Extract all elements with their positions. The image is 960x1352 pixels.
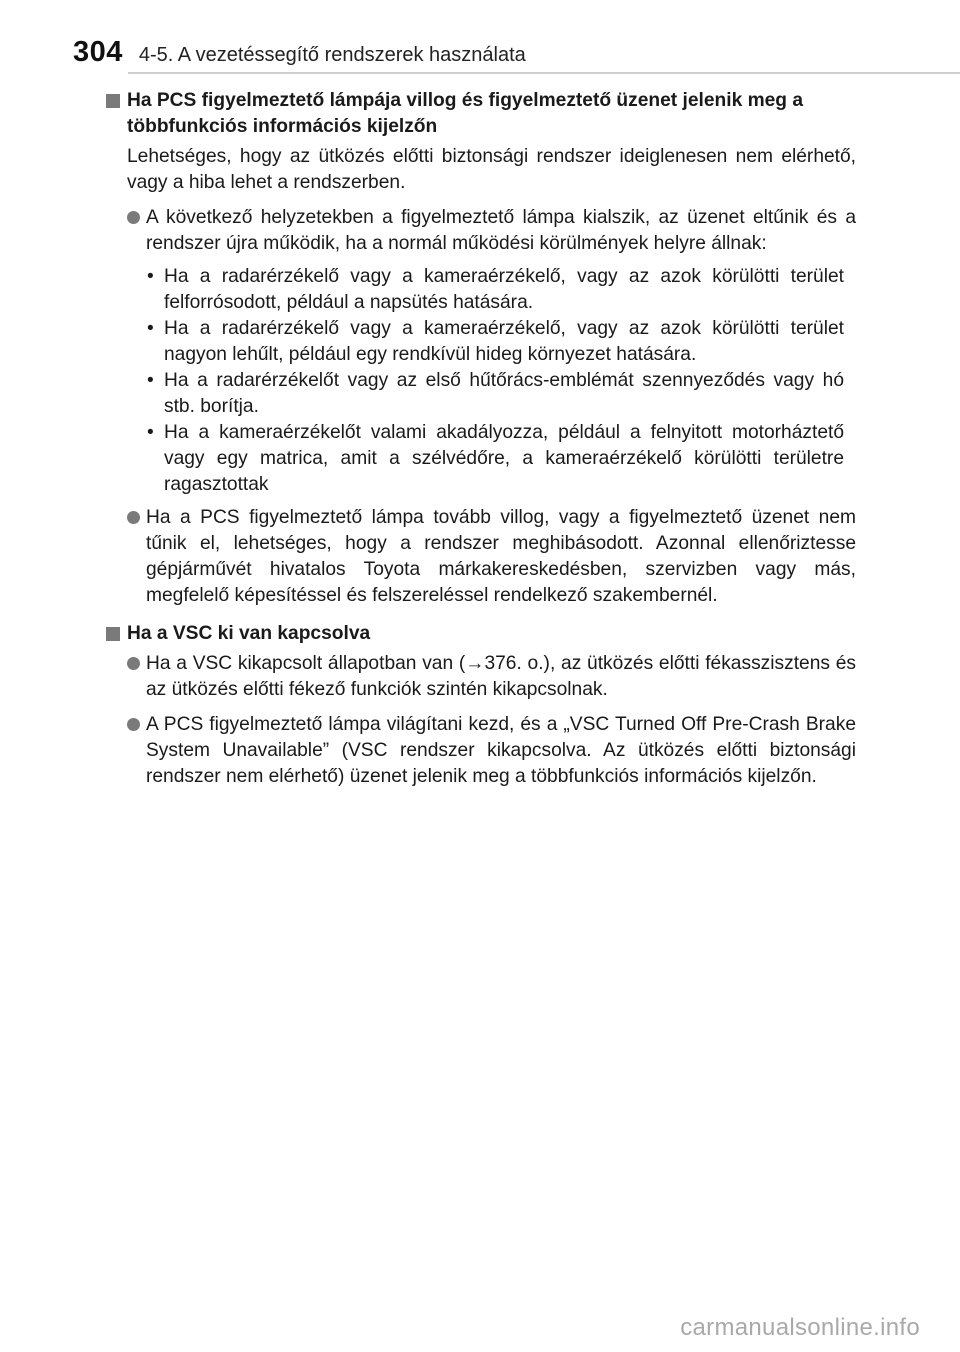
page-number: 304 (73, 36, 123, 68)
sub-list-item (146, 264, 844, 316)
section-heading-text: Ha a VSC ki van kapcsolva (127, 623, 371, 644)
header-divider (128, 72, 960, 74)
list-item-text: A következő helyzetekben a figyelmeztető lámpa kialszik, az üzenet eltűnik és a rendszer újra működik, ha a normál működési körülmények helyre állnak: (146, 207, 856, 254)
bullet-icon: • (147, 422, 154, 443)
section-heading-vsc-off (106, 621, 856, 647)
square-bullet-icon (106, 627, 120, 641)
square-bullet-icon (106, 94, 120, 108)
dot-bullet-icon (127, 718, 140, 731)
sub-list-item-text: Ha a radarérzékelő vagy a kameraérzékelő, vagy az azok körülötti terület nagyon lehűlt, például egy rendkívül hideg környezet hatására. (164, 318, 844, 365)
page-header (73, 36, 526, 69)
sub-list-item (146, 316, 844, 368)
list-item-text: A PCS figyelmeztető lámpa világítani kezd, és a „VSC Turned Off Pre-Crash Brake System Unavailable” (VSC rendszer kikapcsolva. Az ütközés előtti biztonsági rendszer nem elérhető) üzenet jelenik meg a többfunkciós információs kijelzőn. (146, 714, 856, 787)
bullet-icon: • (147, 318, 154, 339)
section-heading-text: Ha PCS figyelmeztető lámpája villog és figyelmeztető üzenet jelenik meg a többfunkciós információs kijelzőn (127, 90, 804, 137)
chapter-title: 4-5. A vezetéssegítő rendszerek használata (138, 44, 526, 66)
section-intro: Lehetséges, hogy az ütközés előtti biztonsági rendszer ideiglenesen nem elérhető, vagy a hiba lehet a rendszerben. (127, 146, 856, 193)
sub-list-item-text: Ha a radarérzékelőt vagy az első hűtőrács-emblémát szennyeződés vagy hó stb. borítja. (164, 370, 844, 417)
sub-list-item (146, 368, 844, 420)
bullet-icon: • (147, 370, 154, 391)
section-heading-pcs-warning (106, 88, 856, 140)
dot-bullet-icon (127, 511, 140, 524)
page-content (106, 88, 856, 799)
list-item (106, 712, 856, 790)
list-item-text: Ha a VSC kikapcsolt állapotban van (→376. o.), az ütközés előtti fékasszisztens és az ütközés előtti fékező funkciók szintén kikapcsolnak. (146, 653, 856, 700)
list-item-text: Ha a PCS figyelmeztető lámpa tovább villog, vagy a figyelmeztető üzenet nem tűnik el, lehetséges, hogy a rendszer meghibásodott. Azonnal ellenőriztesse gépjárművét hivatalos Toyota márkakereskedésben, szervizben vagy más, megfelelő képesítéssel és felszereléssel rendelkező szakembernél. (146, 507, 856, 606)
sub-list-item-text: Ha a radarérzékelő vagy a kameraérzékelő, vagy az azok körülötti terület felforrósodott, például a napsütés hatására. (164, 266, 844, 313)
watermark: carmanualsonline.info (680, 1314, 920, 1341)
list-item (106, 651, 856, 703)
dot-bullet-icon (127, 211, 140, 224)
sub-list-item-text: Ha a kameraérzékelőt valami akadályozza, például a felnyitott motorháztető vagy egy matrica, amit a szélvédőre, a kameraérzékelő körülötti területre ragasztottak (164, 422, 844, 495)
sub-list (106, 264, 856, 498)
sub-list-item (146, 420, 844, 498)
list-item (106, 205, 856, 257)
dot-bullet-icon (127, 657, 140, 670)
bullet-icon: • (147, 266, 154, 287)
list-item (106, 505, 856, 609)
